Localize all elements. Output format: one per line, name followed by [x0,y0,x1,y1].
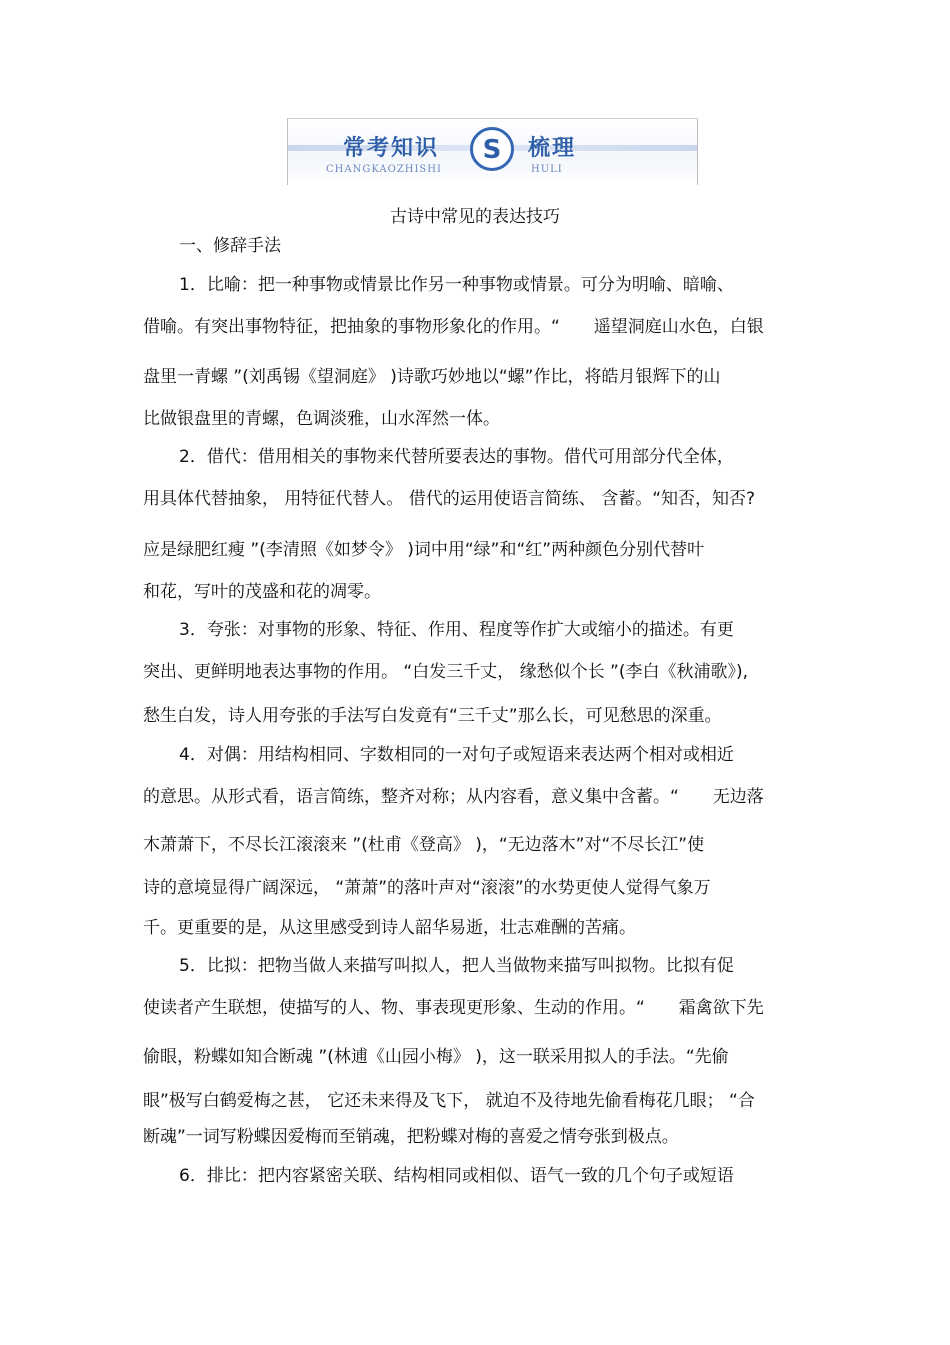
text-line: 断魂”一词写粉蝶因爱梅而至销魂，把粉蝶对梅的喜爱之情夸张到极点。 [143,1127,679,1147]
text-line: 应是绿肥红瘦 ”(李清照《如梦令》 )词中用“绿”和“红”两种颜色分别代替叶 [143,540,705,560]
text-line: 和花，写叶的茂盛和花的凋零。 [143,582,381,602]
text-line: 盘里一青螺 ”(刘禹锡《望洞庭》 )诗歌巧妙地以“螺”作比，将皓月银辉下的山 [143,367,721,387]
s-logo-icon [470,127,514,171]
text-line: 使读者产生联想，使描写的人、物、事表现更形象、生动的作用。“ 霜禽欲下先 [143,998,764,1018]
text-line: 愁生白发，诗人用夸张的手法写白发竟有“三千丈”那么长，可见愁思的深重。 [143,706,722,726]
section-banner [287,118,698,185]
section-heading: 一、修辞手法 [179,236,281,256]
text-line: 突出、更鲜明地表达事物的作用。 “白发三千丈， 缘愁似个长 ”(李白《秋浦歌》), [143,662,748,682]
text-line: 6．排比：把内容紧密关联、结构相同或相似、语气一致的几个句子或短语 [179,1166,734,1186]
text-line: 3．夸张：对事物的形象、特征、作用、程度等作扩大或缩小的描述。有更 [179,620,734,640]
text-line: 借喻。有突出事物特征，把抽象的事物形象化的作用。“ 遥望洞庭山水色，白银 [143,317,764,337]
text-line: 千。更重要的是，从这里感受到诗人韶华易逝，壮志难酬的苦痛。 [143,918,636,938]
text-line: 木萧萧下，不尽长江滚滚来 ”(杜甫《登高》 )，“无边落木”对“不尽长江”使 [143,835,705,855]
text-line: 比做银盘里的青螺，色调淡雅，山水浑然一体。 [143,409,500,429]
text-line: 偷眼，粉蝶如知合断魂 ”(林逋《山园小梅》 )，这一联采用拟人的手法。“先偷 [143,1047,729,1067]
banner-subtitle-right: HULI [531,164,563,175]
text-line: 用具体代替抽象， 用特征代替人。 借代的运用使语言简练、 含蓄。“知否，知否? [143,489,756,509]
text-line: 1．比喻：把一种事物或情景比作另一种事物或情景。可分为明喻、暗喻、 [179,275,734,295]
text-line: 诗的意境显得广阔深远， “萧萧”的落叶声对“滚滚”的水势更使人觉得气象万 [143,878,711,898]
text-line: 4．对偶：用结构相同、字数相同的一对句子或短语来表达两个相对或相近 [179,745,734,765]
logo-letter: S [482,135,502,164]
banner-title-left: 常考知识 [343,136,440,161]
text-line: 的意思。从形式看，语言简练，整齐对称；从内容看，意义集中含蓄。“ 无边落 [143,787,764,807]
text-line: 眼”极写白鹤爱梅之甚， 它还未来得及飞下， 就迫不及待地先偷看梅花几眼； “合 [143,1091,755,1111]
document-title: 古诗中常见的表达技巧 [390,207,560,227]
text-line: 2．借代：借用相关的事物来代替所要表达的事物。借代可用部分代全体， [179,447,734,467]
banner-title-right: 梳理 [528,136,577,161]
text-line: 5．比拟：把物当做人来描写叫拟人，把人当做物来描写叫拟物。比拟有促 [179,956,734,976]
banner-subtitle-left: CHANGKAOZHISHI [326,164,442,175]
